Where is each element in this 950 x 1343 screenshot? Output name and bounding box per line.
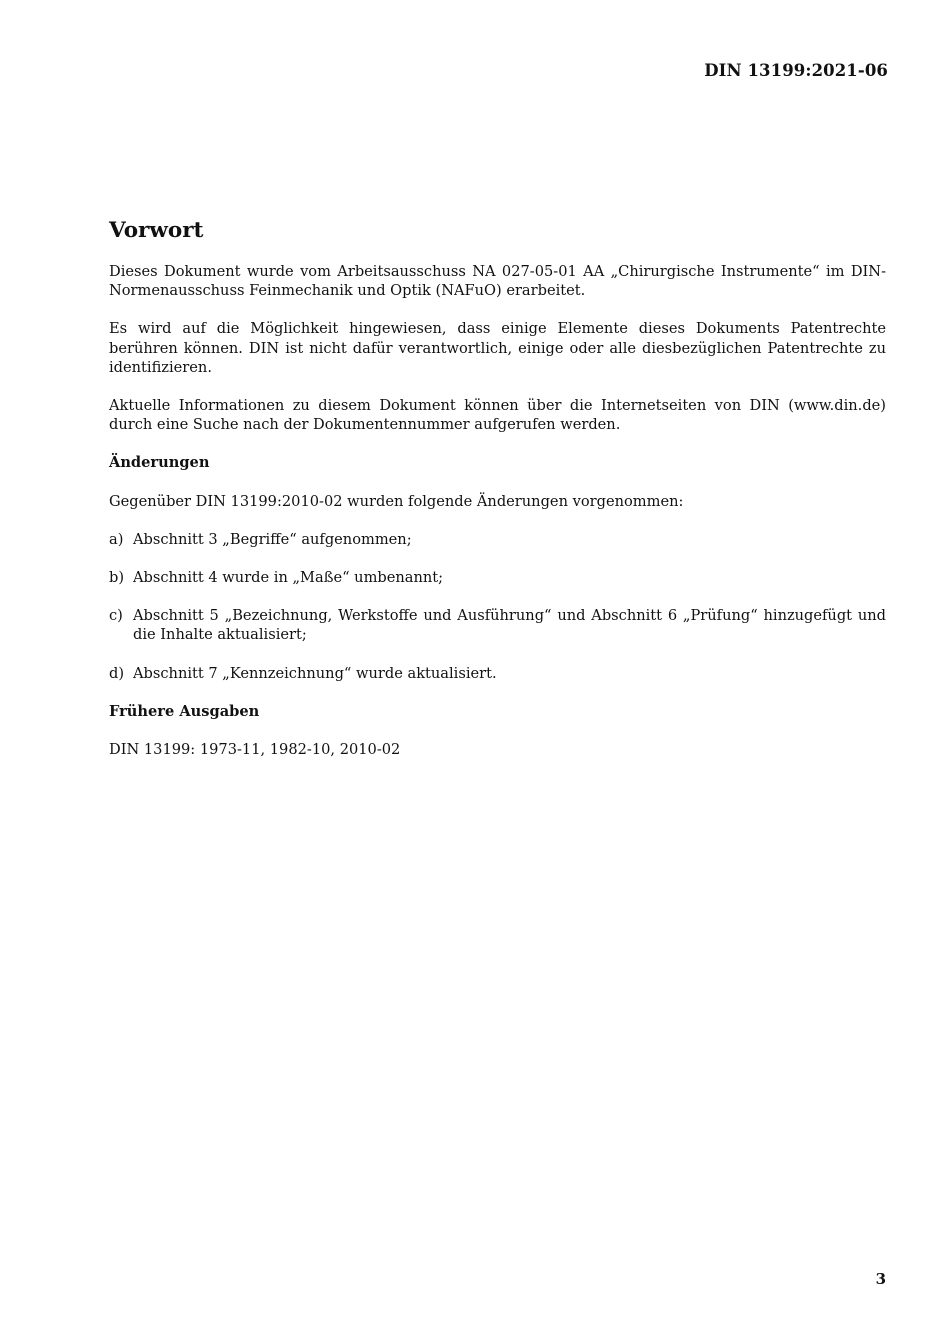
list-marker: b) [109,569,125,587]
list-item-text: Abschnitt 4 wurde in „Maße“ umbenannt; [133,569,444,587]
changes-list [109,530,886,683]
list-item-text: Abschnitt 5 „Bezeichnung, Werkstoffe und Ausführung“ und Abschnitt 6 „Prüfung“ hinzugefügt und die Inhalte aktualisiert; [133,607,886,644]
list-marker: c) [109,607,123,625]
changes-intro: Gegenüber DIN 13199:2010-02 wurden folgende Änderungen vorgenommen: [109,492,684,510]
list-item-text: Abschnitt 3 „Begriffe“ aufgenommen; [133,530,412,548]
list-marker: d) [109,664,125,682]
list-item [109,606,886,644]
page-number: 3 [875,1270,886,1288]
list-item [109,568,886,587]
list-item-text: Abschnitt 7 „Kennzeichnung“ wurde aktualisiert. [133,664,497,682]
changes-heading: Änderungen [109,454,210,472]
section-title: Vorwort [109,218,204,243]
paragraph-committee: Dieses Dokument wurde vom Arbeitsausschuss NA 027-05-01 AA „Chirurgische Instrumente“ im DIN-Normenausschuss Feinmechanik und Optik (NAFuO) erarbeitet. [109,263,886,300]
paragraph-current-info: Aktuelle Informationen zu diesem Dokument können über die Internetseiten von DIN (www.din.de) durch eine Suche nach der Dokumentennummer aufgerufen werden. [109,397,886,434]
previous-editions-text: DIN 13199: 1973-11, 1982-10, 2010-02 [109,741,401,759]
list-marker: a) [109,530,124,548]
foreword-section [109,216,886,778]
list-item [109,530,886,549]
previous-editions-heading: Frühere Ausgaben [109,702,260,720]
document-id: DIN 13199:2021-06 [704,61,888,80]
list-item [109,664,886,683]
paragraph-patent-notice: Es wird auf die Möglichkeit hingewiesen, dass einige Elemente dieses Dokuments Patentrechte berühren können. DIN ist nicht dafür verantwortlich, einige oder alle diesbezüglichen Patentrechte zu identifizieren. [109,320,886,376]
